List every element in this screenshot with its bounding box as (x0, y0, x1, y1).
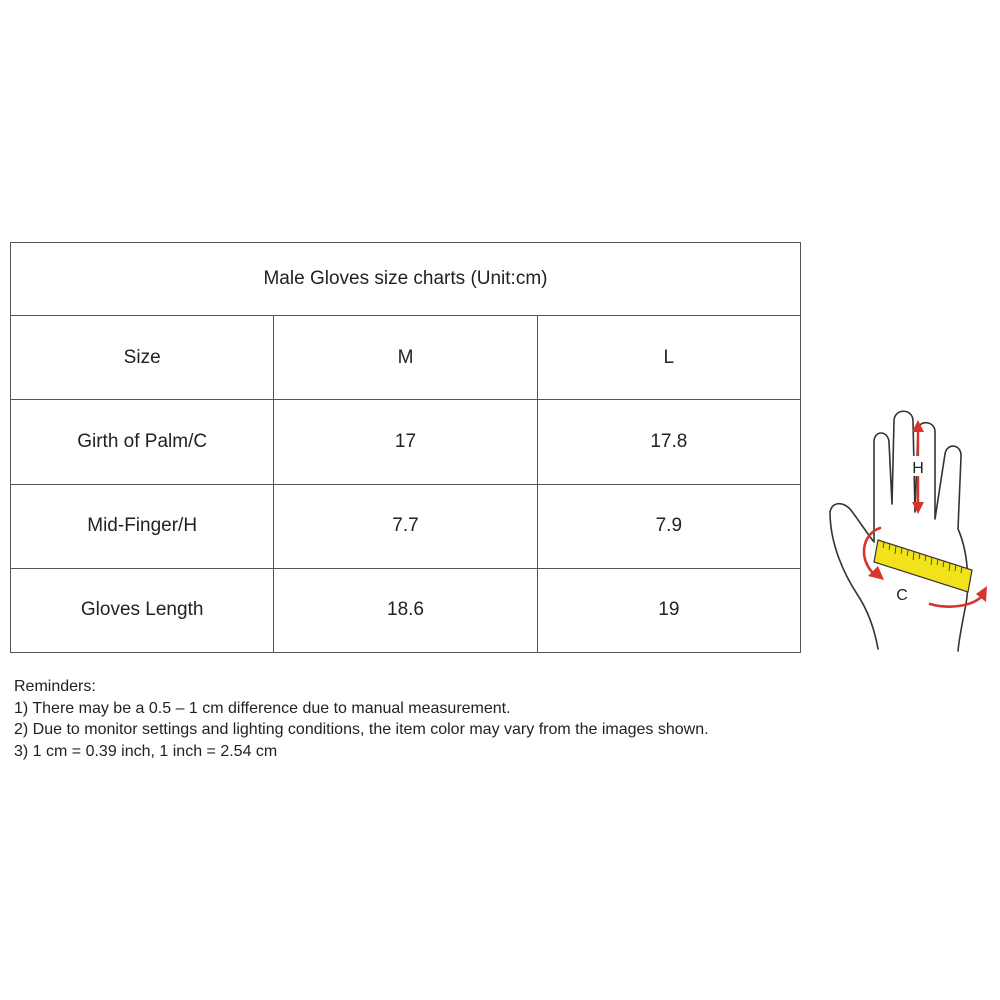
reminders-section (14, 676, 914, 762)
row-label: Mid-Finger/H (11, 484, 274, 568)
table-header-row (11, 316, 801, 400)
reminder-item: 2) Due to monitor settings and lighting conditions, the item color may vary from the images shown. (14, 721, 709, 738)
header-l: L (537, 316, 800, 400)
row-label: Gloves Length (11, 568, 274, 652)
hand-measurement-diagram (822, 404, 994, 654)
cell-value: 17 (274, 400, 537, 484)
row-label: Girth of Palm/C (11, 400, 274, 484)
table-row (11, 400, 801, 484)
table-row (11, 568, 801, 652)
measuring-tape (874, 540, 972, 592)
table-title: Male Gloves size charts (Unit:cm) (11, 243, 801, 316)
cell-value: 7.9 (537, 484, 800, 568)
reminder-item: 1) There may be a 0.5 – 1 cm difference due to manual measurement. (14, 699, 511, 717)
table-row (11, 484, 801, 568)
header-m: M (274, 316, 537, 400)
cell-value: 7.7 (274, 484, 537, 568)
h-label: H (912, 460, 924, 477)
table-title-row (11, 243, 801, 316)
size-chart-table (10, 242, 801, 653)
cell-value: 18.6 (274, 568, 537, 652)
reminder-item: 3) 1 cm = 0.39 inch, 1 inch = 2.54 cm (14, 742, 278, 760)
c-label: C (896, 587, 908, 604)
reminders-heading: Reminders: (14, 678, 96, 695)
header-size: Size (11, 316, 274, 400)
cell-value: 19 (537, 568, 800, 652)
hand-outline (830, 411, 968, 651)
cell-value: 17.8 (537, 400, 800, 484)
